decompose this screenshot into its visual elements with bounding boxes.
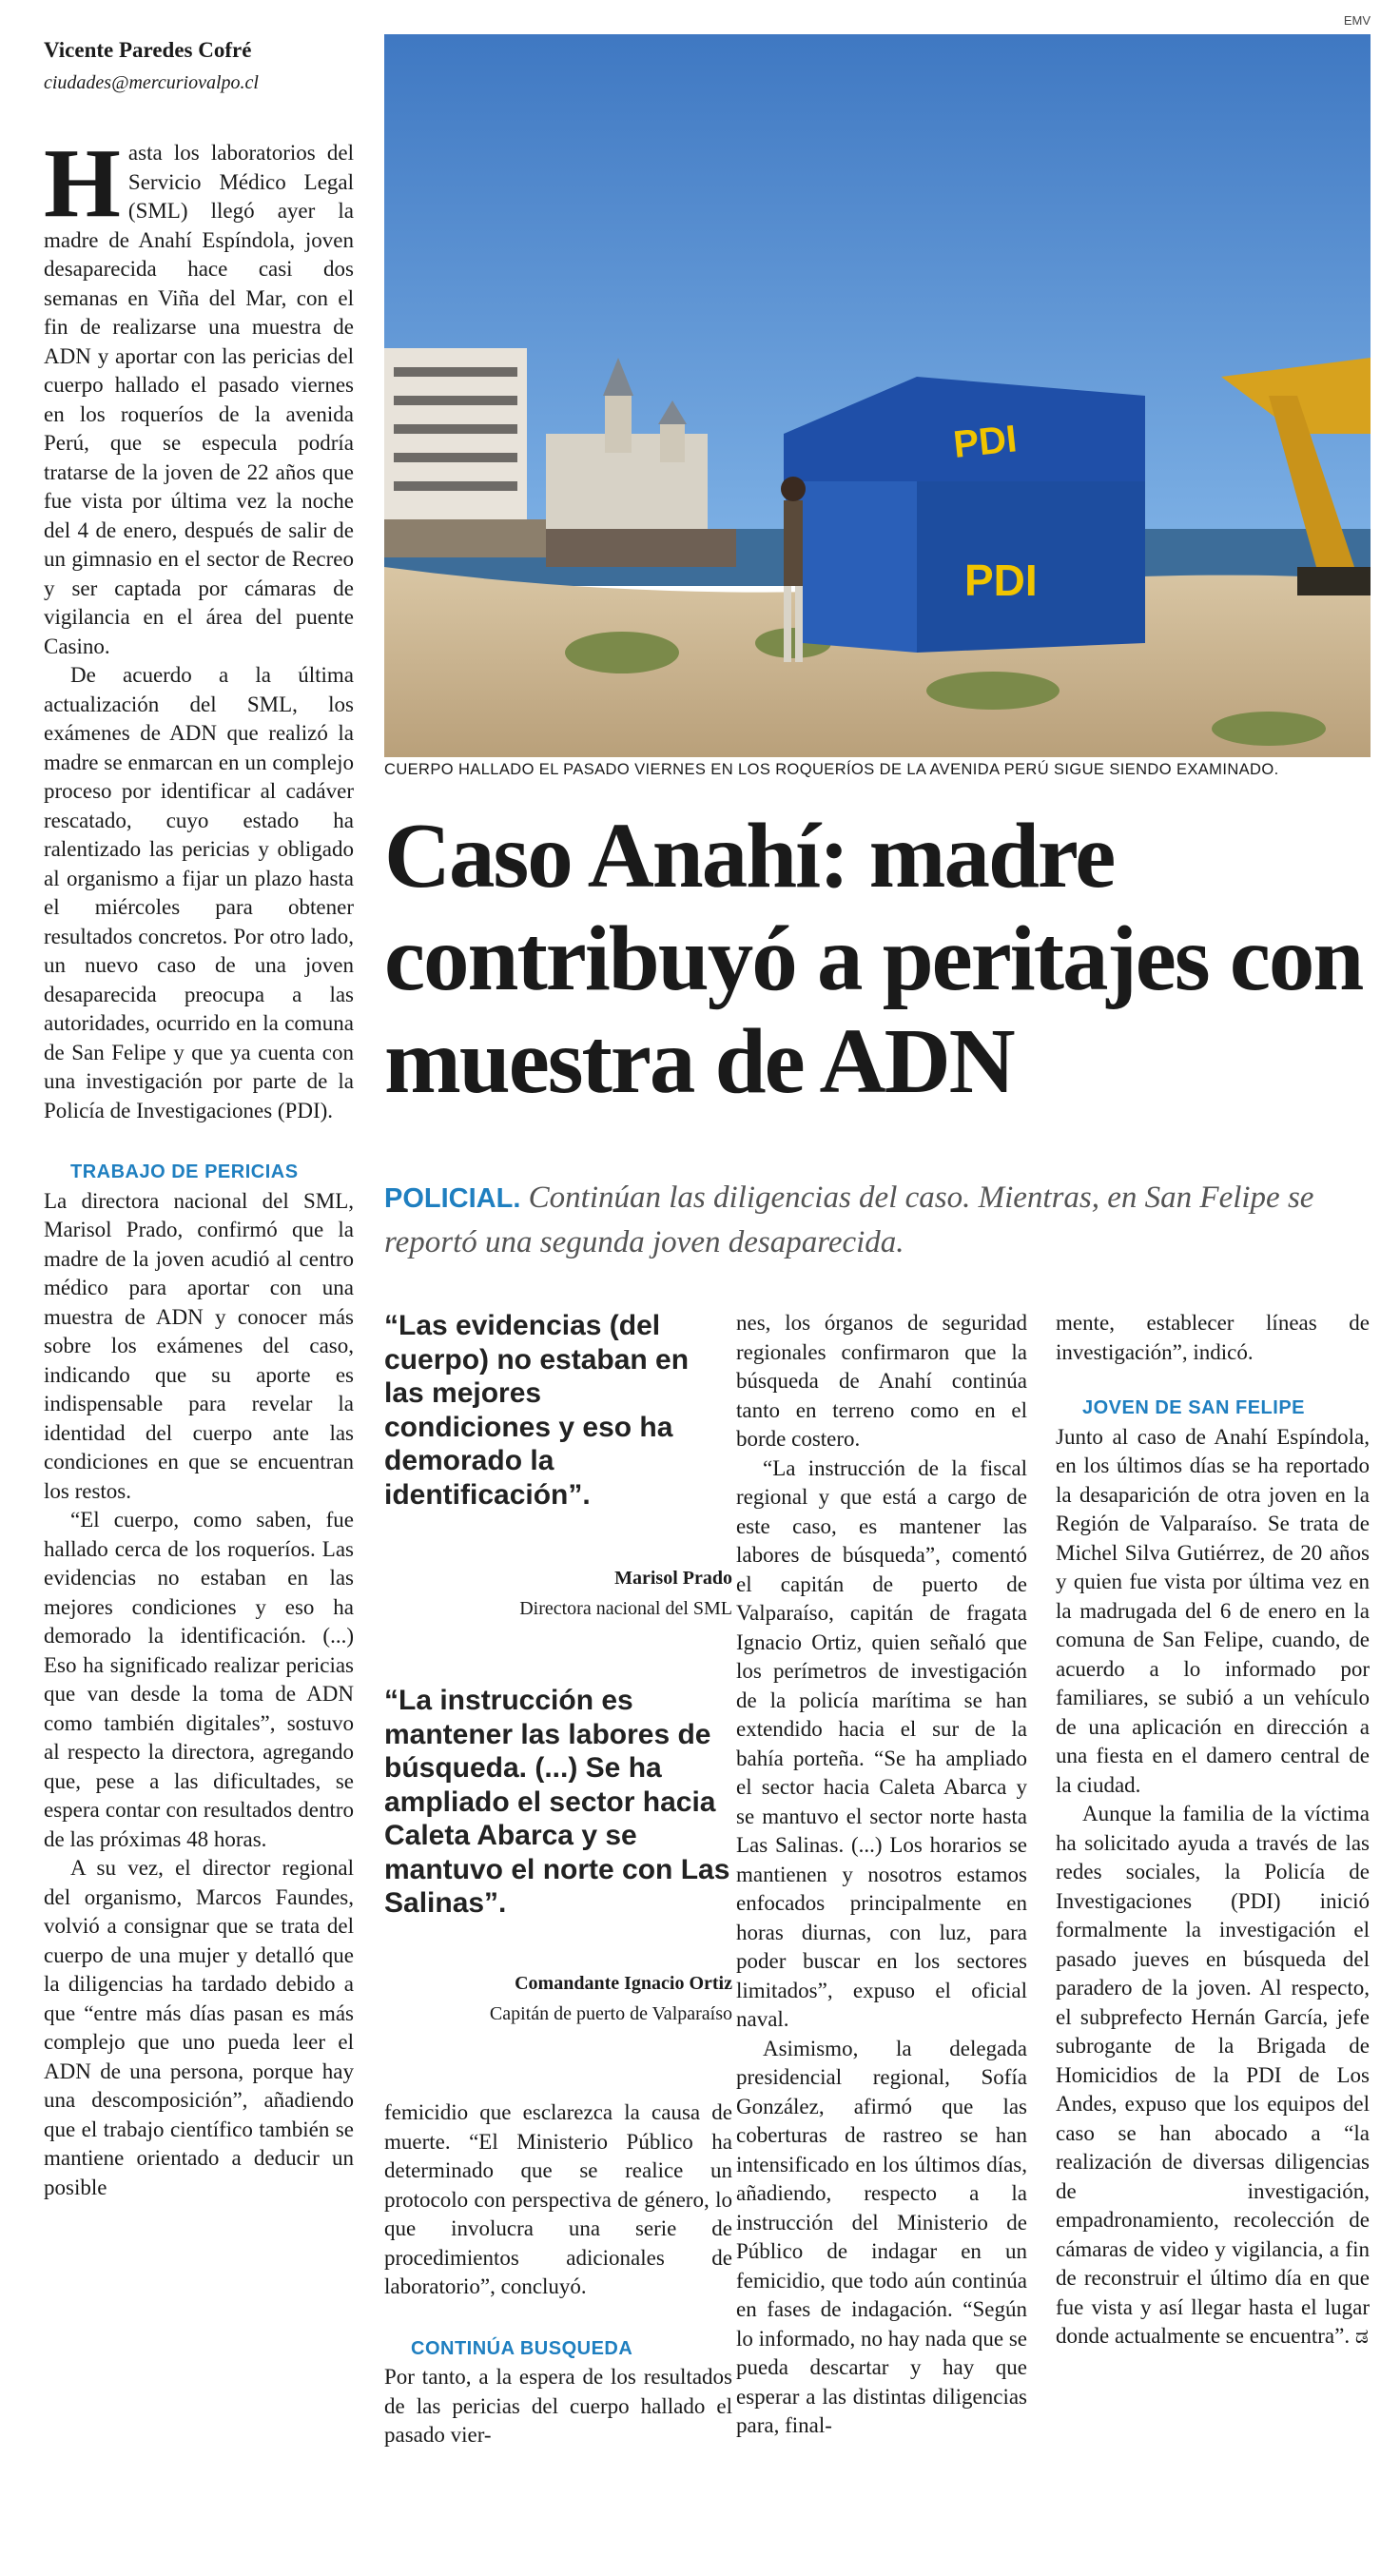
paragraph: mente, establecer líneas de investigación”, indicó.	[1056, 1311, 1370, 1364]
quote-role: Capitán de puerto de Valparaíso	[489, 2003, 732, 2024]
quote-role: Directora nacional del SML	[519, 1598, 732, 1619]
author-email: ciudades@mercuriovalpo.cl	[44, 72, 259, 93]
article-column-4	[1056, 1309, 1370, 2352]
deck-text: Continúan las diligencias del caso. Mientras, en San Felipe se reportó una segunda joven desaparecida.	[384, 1181, 1314, 1259]
paragraph: La directora nacional del SML, Marisol Prado, confirmó que la madre de la joven acudió al centro médico para aportar con una muestra de ADN y conocer más sobre los exámenes del caso, indicando que su aporte es indispensable para revelar la identidad del cuerpo ante las condiciones en que se encuentran los restos.	[44, 1188, 354, 1503]
paragraph: “El cuerpo, como saben, fue hallado cerca de los roqueríos. Las evidencias no estaban en las mejores condiciones y eso ha demorado la identificación. (...) Eso ha significado realizar pericias que van desde la toma de ADN como también digitales”, sostuvo al respecto la directora, agregando que, pese a las dificultades, se espera contar con resultados dentro de las próximas 48 horas.	[44, 1508, 354, 1851]
section-subhead: CONTINÚA BUSQUEDA	[411, 2337, 633, 2359]
pull-quote: “La instrucción es mantener las labores de búsqueda. (...) Se ha ampliado el sector hacia Caleta Abarca y se mantuvo el norte con Las Salinas”.	[384, 1685, 730, 1919]
section-subhead: TRABAJO DE PERICIAS	[70, 1161, 299, 1182]
quote-author: Marisol Prado	[614, 1568, 732, 1589]
paragraph: Por tanto, a la espera de los resultados de las pericias del cuerpo hallado el pasado vier-	[384, 2365, 732, 2447]
paragraph: “La instrucción de la fiscal regional y que está a cargo de este caso, es mantener las labores de búsqueda”, comentó el capitán de puerto de Valparaíso, capitán de fragata Ignacio Ortiz, quien señaló que los perímetros de investigación de la policía marítima se han extendido hacia el sur de la bahía porteña. “Se ha ampliado el sector hacia Caleta Abarca y se mantuvo el sector norte hasta Las Salinas. (...) Los horarios se mantienen y nosotros estamos enfocados principalmente en horas diurnas, con luz, para poder buscar en los sectores limitados”, expuso el oficial naval.	[736, 1455, 1027, 2031]
paragraph: De acuerdo a la última actualización del SML, los exámenes de ADN que realizó la madre se enmarcan en un complejo proceso por identificar al cadáver rescatado, cuyo estado ha ralentizado las pericias y obligado al organismo a fijar un plazo hasta el miércoles para obtener resultados concretos. Por otro lado, un nuevo caso de una joven desaparecida preocupa a las autoridades, ocurrido en la comuna de San Felipe y que ya cuenta con una investigación por parte de la Policía de Investigaciones (PDI).	[44, 663, 354, 1122]
drop-cap: H	[44, 128, 121, 238]
paragraph: A su vez, el director regional del organismo, Marcos Faundes, volvió a consignar que se trata del cuerpo de una mujer y detalló que la diligencias ha tardado debido a que “entre más días pasan es más complejo que uno pueda leer el ADN de una persona, porque hay una descomposición”, añadiendo que el trabajo científico también se mantiene orientado a deducir un posible	[44, 1856, 354, 2199]
paragraph: Junto al caso de Anahí Espíndola, en los últimos días se ha reportado la desaparición de otra joven en la Región de Valparaíso. Se trata de Michel Silva Gutiérrez, de 20 años y quien fue vista por última vez en la madrugada del 6 de enero en la comuna de San Felipe, cuando, de acuerdo a lo informado por familiares, se subió a un vehículo de una aplicación en dirección a una fiesta en el damero central de la ciudad.	[1056, 1424, 1370, 1797]
article-column-3	[736, 1309, 1027, 2441]
paragraph: nes, los órganos de seguridad regionales confirmaron que la búsqueda de Anahí continúa tanto en terreno como en el borde costero.	[736, 1311, 1027, 1451]
paragraph: femicidio que esclarezca la causa de muerte. “El Ministerio Público ha determinado que se realice un protocolo con perspectiva de género, lo que involucra una serie de procedimientos adicionales de laboratorio”, concluyó.	[384, 2100, 732, 2298]
section-tag: POLICIAL.	[384, 1183, 521, 1214]
deck	[384, 1176, 1373, 1264]
lead-paragraph: Hasta los laboratorios del Servicio Médico Legal (SML) llegó ayer la madre de Anahí Espíndola, joven desaparecida hace casi dos semanas en Viña del Mar, con el fin de realizarse una muestra de ADN y aportar con las pericias del cuerpo hallado el pasado viernes en los roqueríos de la avenida Perú, que se especula podría tratarse de la joven de 22 años que fue vista por última vez la noche del 4 de enero, después de salir de un gimnasio en el sector de Recreo y ser captada por cámaras de vigilancia en el área del puente Casino.	[44, 128, 354, 658]
article-column-1	[44, 128, 354, 2202]
tent-logo: PDI	[964, 556, 1038, 605]
pull-quote: “Las evidencias (del cuerpo) no estaban en las mejores condiciones y eso ha demorado la identificación”.	[384, 1310, 690, 1511]
section-subhead: JOVEN DE SAN FELIPE	[1082, 1397, 1305, 1418]
article-column-2	[384, 2098, 732, 2450]
photo-caption: CUERPO HALLADO EL PASADO VIERNES EN LOS ROQUERÍOS DE LA AVENIDA PERÚ SIGUE SIENDO EXAMINADO.	[384, 761, 1279, 778]
tent-logo: PDI	[951, 418, 1020, 466]
quote-author: Comandante Ignacio Ortiz	[515, 1973, 732, 1994]
headline: Caso Anahí: madre contribuyó a peritajes con muestra de ADN	[384, 805, 1363, 1112]
author-name: Vicente Paredes Cofré	[44, 38, 252, 62]
end-of-article-mark: ಡ	[1354, 2324, 1369, 2348]
news-photo	[384, 34, 1371, 757]
paragraph: Aunque la familia de la víctima ha solicitado ayuda a través de las redes sociales, la Policía de Investigaciones (PDI) inició formalmente la investigación el pasado jueves en búsqueda del paradero de la joven. Al respecto, el subprefecto Hernán García, jefe subrogante de la Brigada de Homicidios de la PDI de Los Andes, expuso que los equipos del caso se han abocado a “la realización de diversas diligencias de investigación, empadronamiento, recolección de cámaras de video y vigilancia, a fin de reconstruir el último día en que fue vista y así llegar hasta el lugar donde actualmente se encuentra”. ಡ	[1056, 1802, 1370, 2348]
photo-credit: EMV	[1343, 13, 1371, 28]
paragraph: Asimismo, la delegada presidencial regional, Sofía González, afirmó que las coberturas de rastreo se han intensificado en los últimos días, añadiendo, respecto a la instrucción del Ministerio de Público de indagar en un femicidio, que todo aún continúa en fases de indagación. “Según lo informado, no hay nada que se pueda descartar y hay que esperar a las distintas diligencias para, final-	[736, 2036, 1027, 2437]
